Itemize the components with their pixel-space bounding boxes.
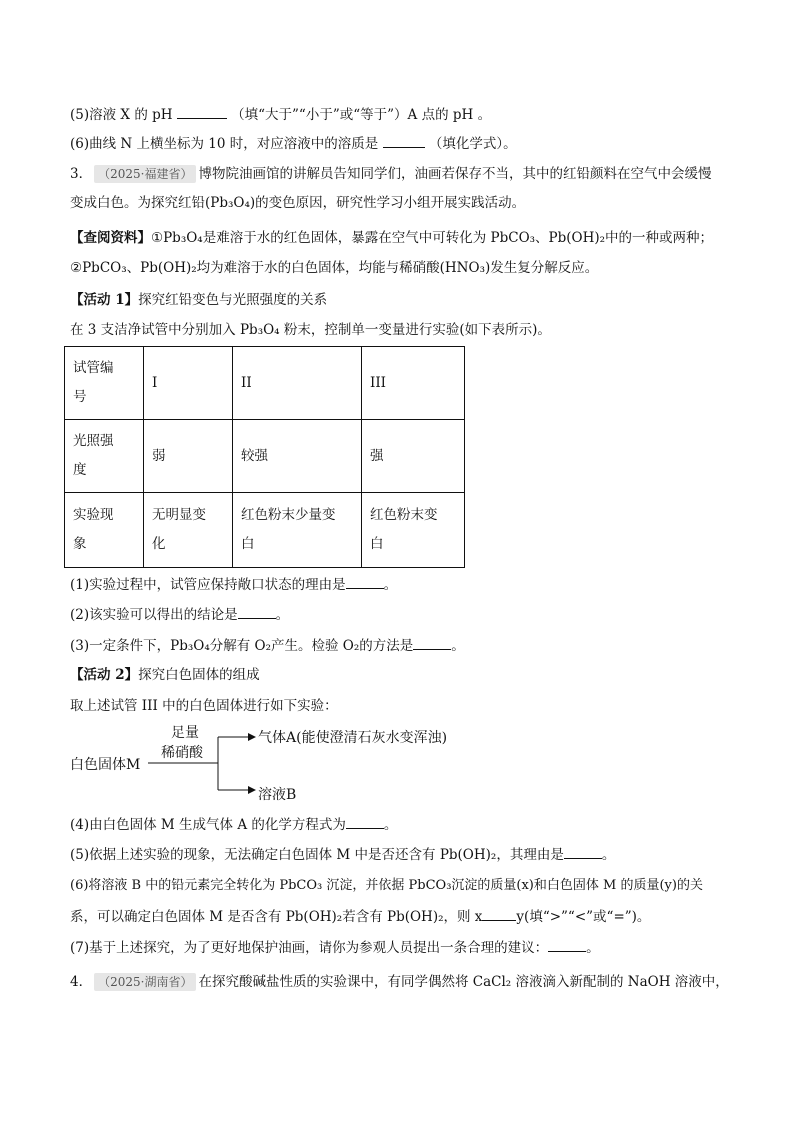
sq6-end: y(填“>”“<”或“=”)。 <box>516 909 651 925</box>
source-tag: （2025·福建省） <box>94 165 196 183</box>
experiment-table <box>64 346 465 568</box>
cell-text: II <box>241 374 252 391</box>
activity-1-intro: 在 3 支洁净试管中分别加入 Pb₃O₄ 粉末，控制单一变量进行实验(如下表所示)。 <box>70 322 551 338</box>
sq1-text: (1)实验过程中，试管应保持敞口状态的理由是 <box>70 577 346 593</box>
sq3-text: (3)一定条件下，Pb₃O₄分解有 O₂产生。检验 O₂的方法是 <box>70 638 414 654</box>
cell-text: 红色粉末少量变 <box>241 507 336 523</box>
sq1-end: 。 <box>383 577 398 593</box>
sq7-end: 。 <box>586 940 600 956</box>
section-label: 【活动 1】 <box>70 292 139 308</box>
answer-blank[interactable] <box>346 814 384 829</box>
answer-blank[interactable] <box>413 635 451 650</box>
subquestion-5 <box>70 844 615 865</box>
question-3-line2: 变成白色。为探究红铅(Pb₃O₄)的变色原因，研究性学习小组开展实践活动。 <box>70 195 526 211</box>
product-gas-a: 气体A(能使澄清石灰水变浑浊) <box>258 730 448 746</box>
sq7-text: (7)基于上述探究，为了更好地保护油画，请你为参观人员提出一条合理的建议： <box>70 940 549 956</box>
cell-text: I <box>152 374 158 391</box>
cell-text: 无明显变 <box>152 507 206 523</box>
activity-2-intro: 取上述试管 III 中的白色固体进行如下实验： <box>70 698 338 714</box>
cell-text: III <box>370 374 386 391</box>
sq2-end: 。 <box>275 607 290 623</box>
table-cell <box>362 493 465 568</box>
question-5 <box>70 104 491 125</box>
source-tag: （2025·湖南省） <box>94 973 196 991</box>
cell-text: 试管编 <box>73 360 114 376</box>
answer-blank[interactable] <box>548 937 586 952</box>
cell-text: 白 <box>241 536 255 552</box>
subquestion-6-line2 <box>70 906 650 927</box>
subquestion-2 <box>70 604 289 625</box>
answer-blank[interactable] <box>346 574 384 589</box>
reference-info-2: ②PbCO₃、Pb(OH)₂均为难溶于水的白色固体，均能与稀硝酸(HNO₃)发生复分解反应。 <box>70 260 599 276</box>
product-solution-b: 溶液B <box>258 787 297 803</box>
answer-blank[interactable] <box>564 844 602 859</box>
table-row <box>65 493 465 568</box>
cell-text: 实验现 <box>73 507 114 523</box>
info-text: ①Pb₃O₄是难溶于水的红色固体，暴露在空气中可转化为 PbCO₃、Pb(OH)₂中的一种或两种； <box>151 230 714 246</box>
table-cell <box>144 420 233 493</box>
table-cell <box>233 493 362 568</box>
answer-blank[interactable] <box>177 104 227 119</box>
table-cell <box>144 347 233 420</box>
reagent-name: 稀硝酸 <box>161 745 203 761</box>
reagent-amount: 足量 <box>171 725 199 741</box>
subquestion-6-line1: (6)将溶液 B 中的铅元素完全转化为 PbCO₃ 沉淀，并依据 PbCO₃沉淀的质量(x)和白色固体 M 的质量(y)的关 <box>70 878 703 893</box>
sq3-end: 。 <box>451 638 465 654</box>
reference-info-1 <box>70 228 713 248</box>
subquestion-1 <box>70 574 397 595</box>
question-6 <box>70 133 517 154</box>
section-label: 【查阅资料】 <box>70 230 151 246</box>
row-header-cell <box>65 347 144 420</box>
q5-suffix: （填“大于”“小于”或“等于”）A 点的 pH 。 <box>231 107 492 123</box>
reaction-diagram <box>70 722 470 812</box>
question-3-line1 <box>70 164 711 184</box>
cell-text: 度 <box>73 462 87 478</box>
cell-text: 白 <box>370 536 384 552</box>
row-header-cell <box>65 420 144 493</box>
table-row <box>65 420 465 493</box>
activity-title: 探究红铅变色与光照强度的关系 <box>138 292 328 308</box>
sq5-end: 。 <box>601 847 616 863</box>
cell-text: 象 <box>73 536 87 552</box>
table-cell <box>144 493 233 568</box>
start-substance: 白色固体M <box>70 757 141 773</box>
question-number: 3． <box>70 166 93 182</box>
sq5-text: (5)依据上述实验的现象，无法确定白色固体 M 中是否还含有 Pb(OH)₂，其理由是 <box>70 847 564 863</box>
sq2-text: (2)该实验可以得出的结论是 <box>70 607 238 623</box>
subquestion-3 <box>70 635 465 656</box>
cell-text: 红色粉末变 <box>370 507 438 523</box>
table-cell <box>233 347 362 420</box>
sq4-end: 。 <box>383 817 398 833</box>
q4-text: 在探究酸碱盐性质的实验课中，有同学偶然将 CaCl₂ 溶液滴入新配制的 NaOH 溶液中， <box>198 974 729 990</box>
cell-text: 弱 <box>152 447 166 464</box>
table-cell <box>362 347 465 420</box>
cell-text: 光照强 <box>73 433 114 449</box>
subquestion-4 <box>70 814 397 835</box>
section-label: 【活动 2】 <box>70 667 139 683</box>
answer-blank[interactable] <box>383 133 425 148</box>
cell-text: 较强 <box>241 447 268 464</box>
q5-prefix: (5)溶液 X 的 pH <box>70 107 173 123</box>
cell-text: 号 <box>73 389 87 405</box>
table-row <box>65 347 465 420</box>
table-cell <box>362 420 465 493</box>
q6-suffix: （填化学式）。 <box>428 136 517 152</box>
question-number: 4． <box>70 974 93 990</box>
row-header-cell <box>65 493 144 568</box>
sq6-text: 系，可以确定白色固体 M 是否含有 Pb(OH)₂若含有 Pb(OH)₂，则 x <box>70 909 483 925</box>
subquestion-7 <box>70 937 600 958</box>
question-4-line1 <box>70 972 729 992</box>
answer-blank[interactable] <box>238 604 276 619</box>
table-cell <box>233 420 362 493</box>
activity-2-heading <box>70 665 260 685</box>
activity-1-heading <box>70 290 327 310</box>
cell-text: 强 <box>370 447 384 464</box>
q3-text: 博物院油画馆的讲解员告知同学们，油画若保存不当，其中的红铅颜料在空气中会缓慢 <box>198 166 712 182</box>
activity-title: 探究白色固体的组成 <box>138 667 260 683</box>
q6-prefix: (6)曲线 N 上横坐标为 10 时，对应溶液中的溶质是 <box>70 136 379 152</box>
sq4-text: (4)由白色固体 M 生成气体 A 的化学方程式为 <box>70 817 346 833</box>
cell-text: 化 <box>152 536 166 552</box>
answer-blank[interactable] <box>482 906 516 921</box>
